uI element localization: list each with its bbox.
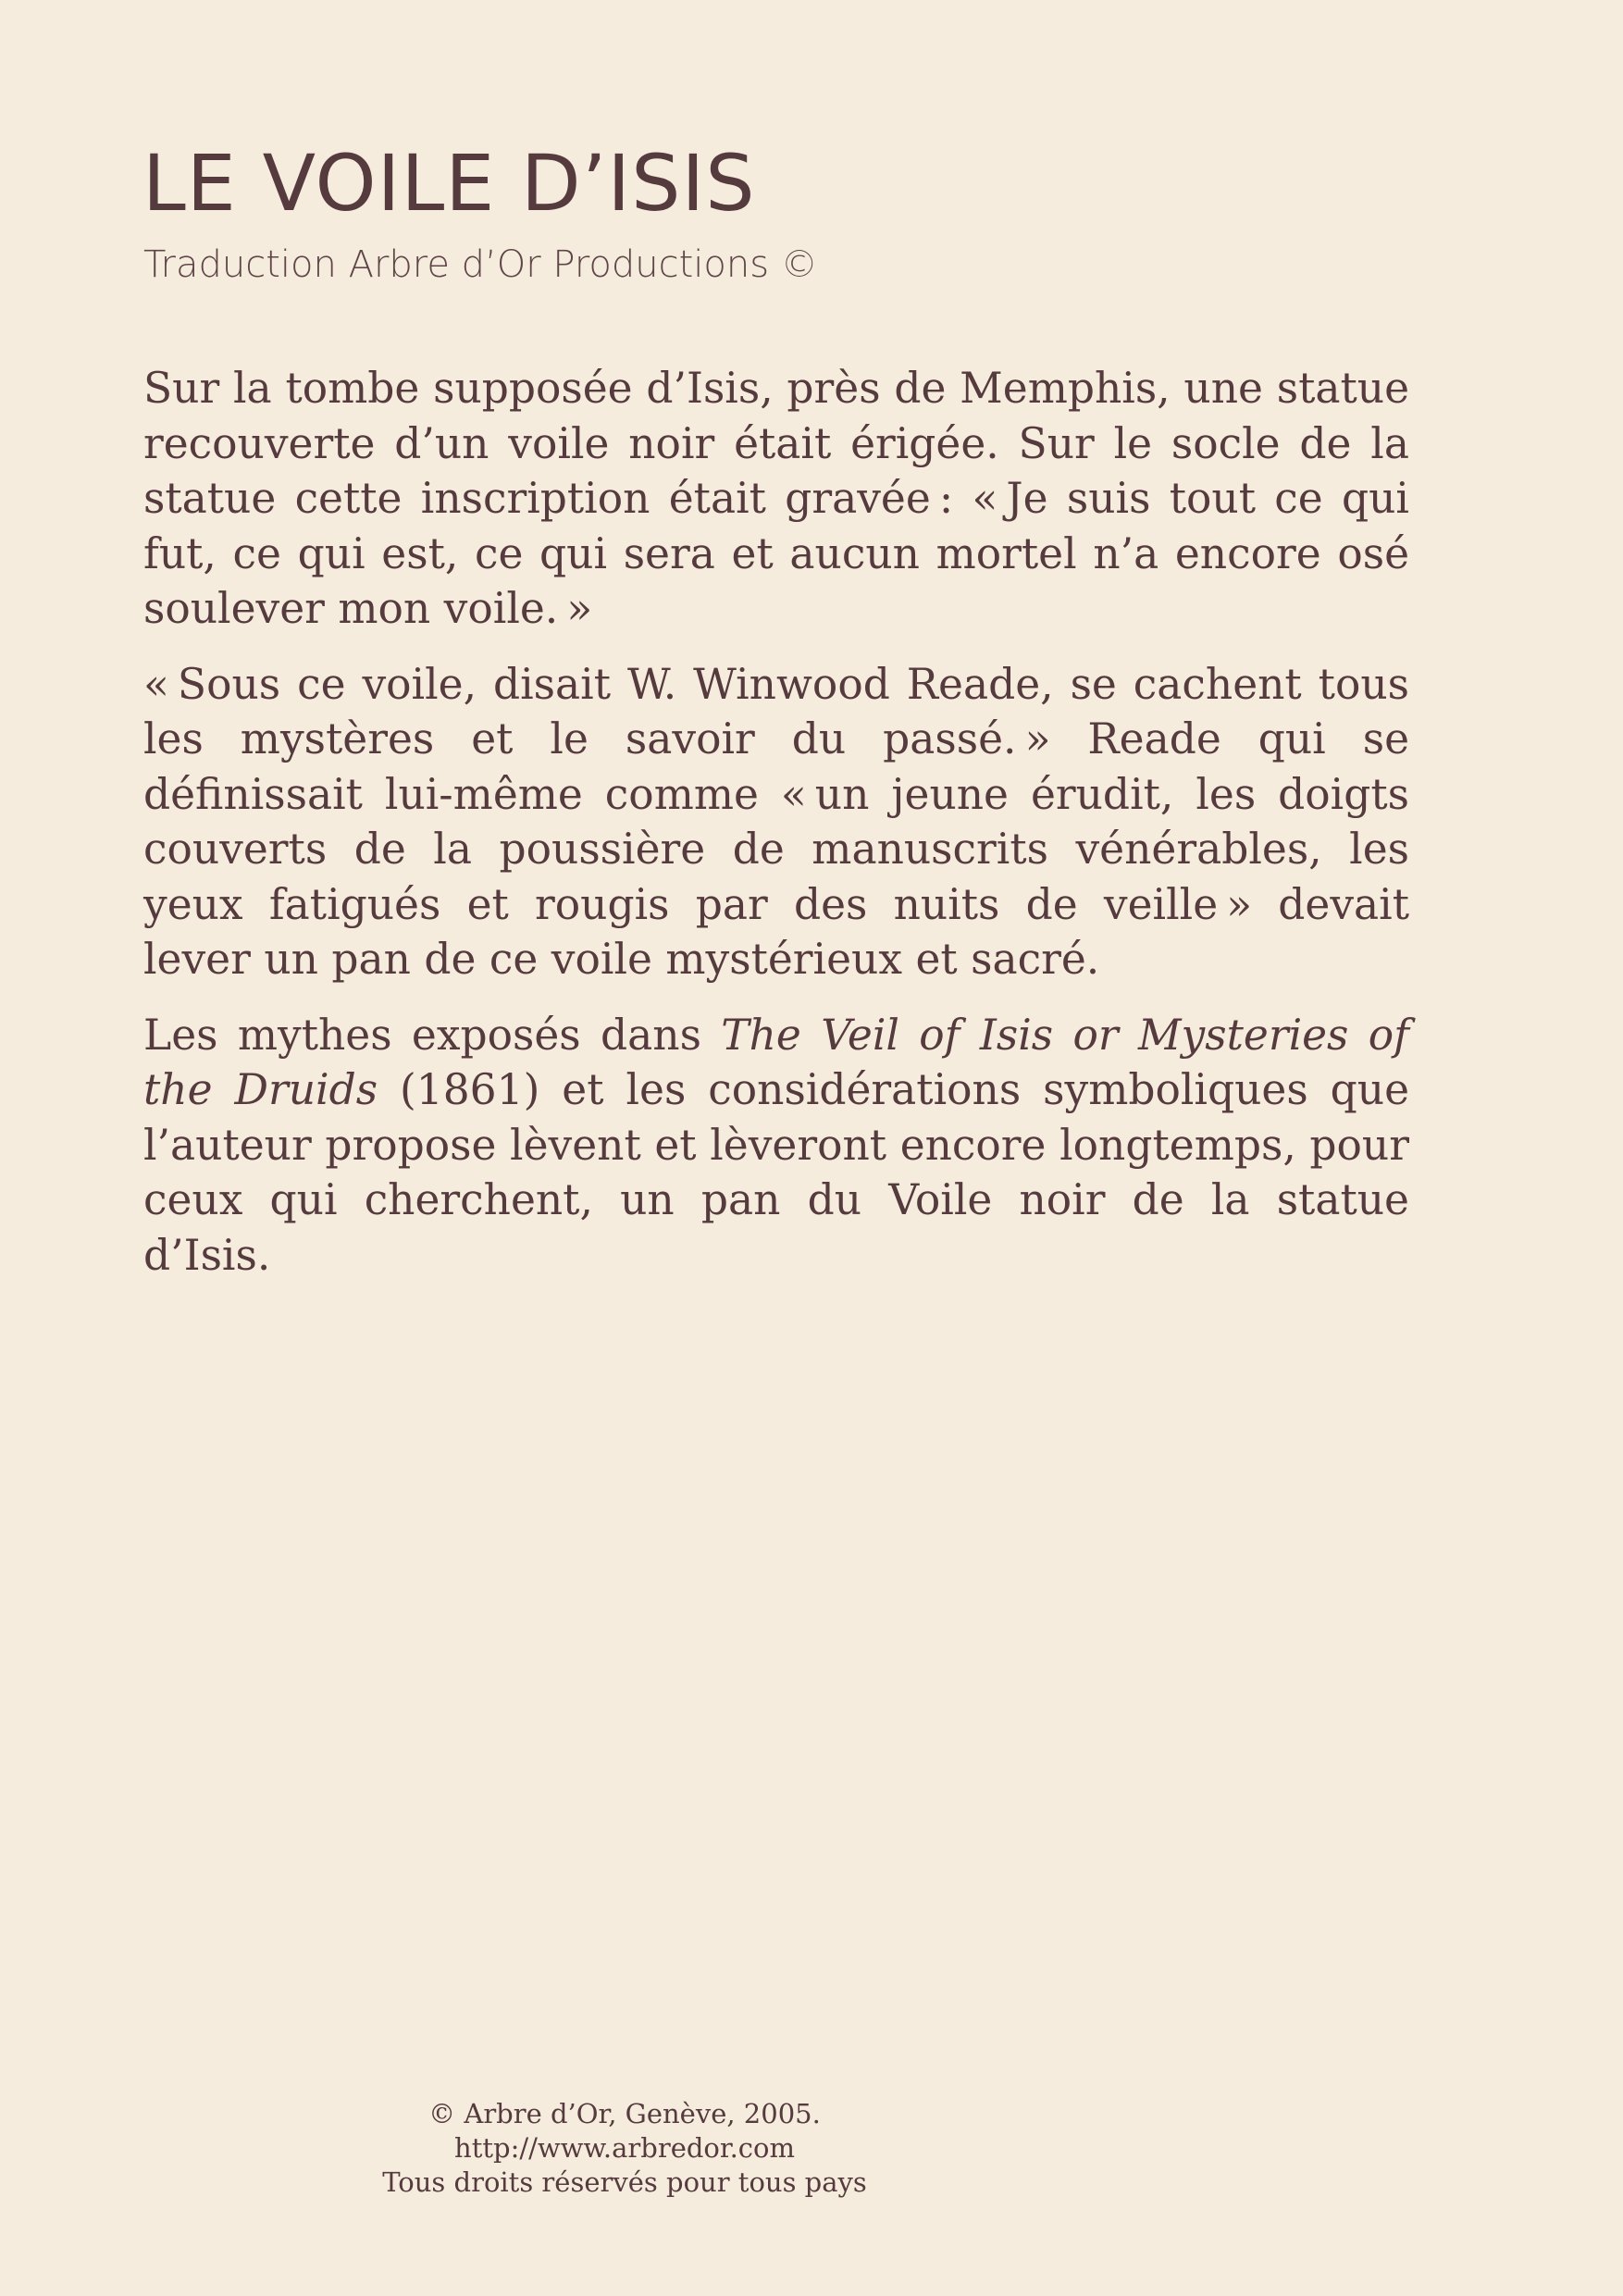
paragraph-3-intro: Les mythes exposés dans: [143, 1010, 722, 1060]
paragraph-1: Sur la tombe supposée d’Isis, près de Memphis, une statue recouverte d’un voile noir était érigée. Sur le socle de la statue cette inscription était gravée : « Je suis tout ce qui fut, ce qui est, ce qui sera et aucun mortel n’a encore osé soulever mon voile. »: [143, 364, 1409, 633]
paragraph-2: « Sous ce voile, disait W. Winwood Reade, se cachent tous les mystères et le savoir du passé. » Reade qui se définissait lui-même comme « un jeune érudit, les doigts couverts de la poussière de manuscrits vénérables, les yeux fatigués et rougis par des nuits de veille » devait lever un pan de ce voile mystérieux et sacré.: [143, 659, 1409, 984]
subtitle: Traduction Arbre d’Or Productions ©: [143, 243, 818, 286]
footer-url: http://www.arbredor.com: [454, 2132, 795, 2164]
footer: [278, 2097, 972, 2200]
book-title: The Veil of Isis or Mysteries of the Druids: [143, 1010, 1409, 1114]
paragraph-3: [143, 1008, 1409, 1284]
paragraph-3-rest: (1861) et les considérations symboliques que l’auteur propose lèvent et lèveront encore longtemps, pour ceux qui cherchent, un pan du Voile noir de la statue d’Isis.: [143, 1065, 1409, 1280]
page-title: LE VOILE D’ISIS: [142, 138, 756, 229]
footer-copyright: © Arbre d’Or, Genève, 2005.: [428, 2098, 821, 2129]
footer-rights: Tous droits réservés pour tous pays: [382, 2166, 867, 2198]
body-text: [143, 361, 1409, 1303]
